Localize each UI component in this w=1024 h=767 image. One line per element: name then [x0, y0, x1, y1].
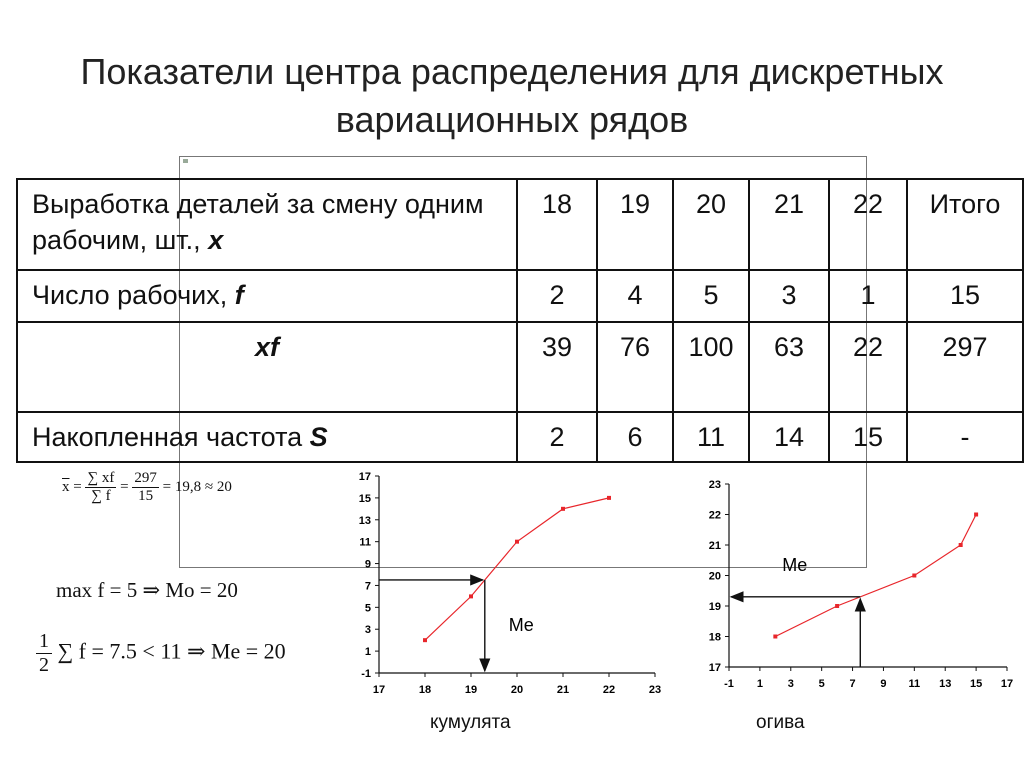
data-point [773, 635, 777, 639]
row-label: Накопленная частота S [17, 412, 517, 462]
x-tick-label: 21 [556, 684, 570, 696]
mode-formula: max f = 5 ⇒ Mo = 20 [56, 578, 238, 602]
y-tick-label: -1 [361, 668, 371, 680]
table-cell: 5 [673, 270, 749, 322]
y-tick-label: 21 [708, 540, 721, 552]
table-cell: 22 [829, 179, 907, 270]
y-tick-label: 22 [708, 509, 721, 522]
table-cell: 22 [829, 322, 907, 412]
table-cell: 14 [749, 412, 829, 462]
table-cell: 1 [829, 270, 907, 322]
table-cell: 15 [829, 412, 907, 462]
x-tick-label: 18 [418, 684, 432, 696]
table-cell: Итого [907, 179, 1023, 270]
x-tick-label: 5 [818, 678, 825, 690]
chart-caption: кумулята [430, 712, 511, 733]
row-label: xf [17, 322, 517, 412]
y-tick-label: 17 [708, 662, 721, 674]
mean-formula: $\overline{x}$ = $\frac{\sum xf}{\sum f}$ = $\frac{297}{15}$ = 19,8 ≈ 20 [62, 470, 232, 504]
x-tick-label: 17 [1000, 678, 1014, 690]
y-tick-label: 9 [364, 558, 371, 571]
y-tick-label: 23 [708, 479, 721, 491]
table-cell: 4 [597, 270, 673, 322]
table-cell: 3 [749, 270, 829, 322]
median-label: Me [508, 614, 534, 635]
table-cell: 21 [749, 179, 829, 270]
y-tick-label: 3 [364, 624, 371, 637]
table-cell: 39 [517, 322, 597, 412]
y-tick-label: 17 [358, 471, 371, 483]
y-tick-label: 7 [364, 580, 371, 593]
table-cell: 15 [907, 270, 1023, 322]
row-label: Выработка деталей за смену одним рабочим, шт., x [17, 179, 517, 270]
chart-caption: огива [756, 712, 805, 733]
x-tick-label: 13 [939, 678, 952, 690]
data-point [912, 574, 916, 578]
median-label: Me [782, 554, 808, 575]
x-tick-label: -1 [724, 678, 734, 690]
table-cell: 63 [749, 322, 829, 412]
table-cell: 11 [673, 412, 749, 462]
slide-title: Показатели центра распределения для дискретных вариационных рядов [80, 51, 944, 140]
data-point [835, 604, 839, 608]
y-tick-label: 13 [358, 514, 371, 527]
x-tick-label: 3 [787, 678, 794, 690]
row-label: Число рабочих, f [17, 270, 517, 322]
median-formula: $\frac{1}{2}$ ∑ f = 7.5 < 11 ⇒ Me = 20 [36, 630, 286, 677]
x-tick-label: 17 [372, 684, 386, 696]
table-cell: 18 [517, 179, 597, 270]
data-point [974, 513, 978, 517]
y-tick-label: 11 [359, 536, 371, 549]
x-tick-label: 11 [908, 678, 921, 690]
table-cell: 6 [597, 412, 673, 462]
x-tick-label: 22 [602, 684, 616, 696]
y-tick-label: 5 [364, 602, 371, 615]
x-tick-label: 7 [849, 678, 856, 690]
y-tick-label: 19 [708, 601, 721, 613]
table-cell: - [907, 412, 1023, 462]
x-tick-label: 20 [510, 684, 524, 696]
x-tick-label: 15 [969, 678, 983, 690]
x-tick-label: 19 [464, 684, 478, 696]
table-cell: 2 [517, 412, 597, 462]
y-tick-label: 15 [358, 492, 371, 505]
x-tick-label: 1 [756, 678, 763, 690]
data-point [959, 543, 963, 547]
table-cell: 2 [517, 270, 597, 322]
table-cell: 100 [673, 322, 749, 412]
table-cell: 20 [673, 179, 749, 270]
table-cell: 76 [597, 322, 673, 412]
y-tick-label: 1 [364, 646, 371, 659]
y-tick-label: 18 [708, 631, 721, 644]
x-tick-label: 23 [648, 684, 662, 696]
table-cell: 19 [597, 179, 673, 270]
table-cell: 297 [907, 322, 1023, 412]
y-tick-label: 20 [708, 570, 721, 583]
x-tick-label: 9 [880, 678, 887, 690]
series-line [775, 515, 976, 637]
